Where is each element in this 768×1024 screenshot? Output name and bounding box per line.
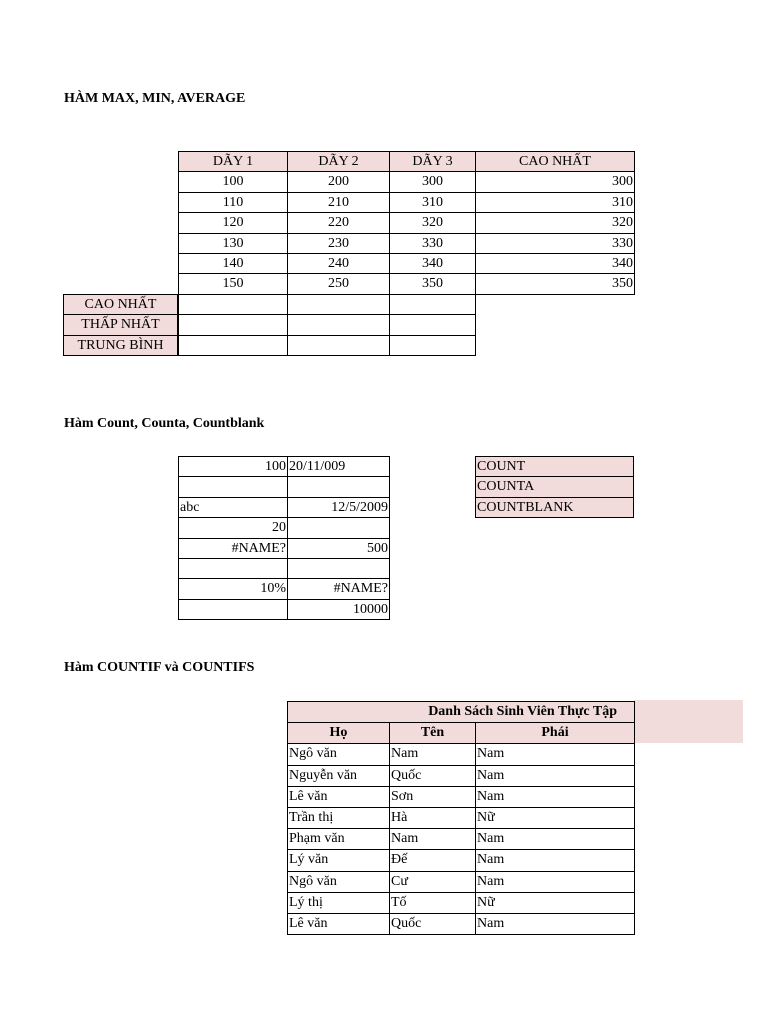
column-header[interactable]: CAO NHẤT <box>475 151 635 172</box>
section-max-min-average-title: HÀM MAX, MIN, AVERAGE <box>64 91 246 106</box>
table-cell[interactable]: abc <box>178 497 288 518</box>
table-cell[interactable]: Cư <box>389 871 476 893</box>
column-header[interactable]: Phái <box>475 722 635 744</box>
table-cell[interactable]: Lê văn <box>287 913 390 935</box>
table-cell[interactable]: 20/11/009 <box>287 456 390 477</box>
section-count-title: Hàm Count, Counta, Countblank <box>64 416 265 431</box>
table-cell[interactable]: 10% <box>178 578 288 599</box>
table-cell[interactable] <box>287 558 390 579</box>
table-title[interactable]: Danh Sách Sinh Viên Thực Tập <box>287 701 635 723</box>
table-cell[interactable]: #NAME? <box>178 538 288 559</box>
section-countif-title: Hàm COUNTIF và COUNTIFS <box>64 660 255 675</box>
table-cell[interactable]: 320 <box>389 212 476 233</box>
table-cell[interactable]: Quốc <box>389 913 476 935</box>
table-cell[interactable]: Nam <box>475 913 635 935</box>
empty-cell[interactable] <box>287 294 390 315</box>
table-cell[interactable]: Nam <box>475 743 635 765</box>
header-fill-band <box>634 700 743 743</box>
column-header[interactable]: Họ <box>287 722 390 744</box>
table-cell[interactable]: 120 <box>178 212 288 233</box>
table-cell[interactable]: Nữ <box>475 892 635 914</box>
table-cell[interactable]: 140 <box>178 253 288 274</box>
table-cell[interactable]: #NAME? <box>287 578 390 599</box>
table-cell[interactable]: 200 <box>287 171 390 192</box>
table-cell[interactable]: Lý văn <box>287 849 390 871</box>
table-cell[interactable]: 500 <box>287 538 390 559</box>
table-cell[interactable]: 12/5/2009 <box>287 497 390 518</box>
table-cell[interactable]: Nam <box>475 765 635 787</box>
table-cell[interactable]: Nam <box>389 743 476 765</box>
table-cell[interactable]: Nam <box>475 849 635 871</box>
table-cell[interactable] <box>178 599 288 620</box>
row-label[interactable]: THẤP NHẤT <box>63 314 178 335</box>
table-cell[interactable]: 350 <box>475 273 635 294</box>
empty-cell[interactable] <box>389 294 476 315</box>
table-cell[interactable]: Nữ <box>475 807 635 829</box>
table-cell[interactable]: Nam <box>475 871 635 893</box>
table-cell[interactable]: Ngô văn <box>287 871 390 893</box>
empty-cell[interactable] <box>178 335 288 356</box>
table-cell[interactable]: Đế <box>389 849 476 871</box>
table-cell[interactable]: 130 <box>178 233 288 254</box>
table-cell[interactable]: Ngô văn <box>287 743 390 765</box>
table-cell[interactable]: Nam <box>475 828 635 850</box>
table-cell[interactable]: 330 <box>475 233 635 254</box>
table-cell[interactable]: 340 <box>475 253 635 274</box>
table-cell[interactable]: 100 <box>178 171 288 192</box>
table-cell[interactable]: 300 <box>475 171 635 192</box>
empty-cell[interactable] <box>287 314 390 335</box>
table-cell[interactable]: 320 <box>475 212 635 233</box>
table-cell[interactable]: 100 <box>178 456 288 477</box>
table-cell[interactable] <box>178 476 288 497</box>
table-cell[interactable]: Lê văn <box>287 786 390 808</box>
table-cell[interactable]: 10000 <box>287 599 390 620</box>
table-cell[interactable]: Quốc <box>389 765 476 787</box>
table-cell[interactable]: 220 <box>287 212 390 233</box>
empty-cell[interactable] <box>389 314 476 335</box>
table-cell[interactable]: Lý thị <box>287 892 390 914</box>
count-function-label[interactable]: COUNTBLANK <box>475 497 634 518</box>
table-cell[interactable]: Nam <box>475 786 635 808</box>
table-cell[interactable]: 110 <box>178 192 288 213</box>
table-cell[interactable]: 310 <box>389 192 476 213</box>
table-cell[interactable]: Nguyễn văn <box>287 765 390 787</box>
table-cell[interactable]: 340 <box>389 253 476 274</box>
table-cell[interactable]: 250 <box>287 273 390 294</box>
table-cell[interactable]: Phạm văn <box>287 828 390 850</box>
table-cell[interactable]: Nam <box>389 828 476 850</box>
column-header[interactable]: DÃY 3 <box>389 151 476 172</box>
table-cell[interactable]: 300 <box>389 171 476 192</box>
table-cell[interactable]: 20 <box>178 517 288 538</box>
table-cell[interactable]: 330 <box>389 233 476 254</box>
table-cell[interactable]: Tố <box>389 892 476 914</box>
table-cell[interactable]: 230 <box>287 233 390 254</box>
table-cell[interactable]: 240 <box>287 253 390 274</box>
count-function-label[interactable]: COUNTA <box>475 476 634 497</box>
column-header[interactable]: DÃY 1 <box>178 151 288 172</box>
table-cell[interactable] <box>287 476 390 497</box>
empty-cell[interactable] <box>287 335 390 356</box>
table-cell[interactable] <box>287 517 390 538</box>
count-function-label[interactable]: COUNT <box>475 456 634 477</box>
table-cell[interactable]: Sơn <box>389 786 476 808</box>
column-header[interactable]: Tên <box>389 722 476 744</box>
empty-cell[interactable] <box>178 294 288 315</box>
table-cell[interactable] <box>178 558 288 579</box>
table-cell[interactable]: 210 <box>287 192 390 213</box>
column-header[interactable]: DÃY 2 <box>287 151 390 172</box>
row-label[interactable]: TRUNG BÌNH <box>63 335 178 356</box>
empty-cell[interactable] <box>389 335 476 356</box>
table-cell[interactable]: 310 <box>475 192 635 213</box>
table-cell[interactable]: Trần thị <box>287 807 390 829</box>
table-cell[interactable]: Hà <box>389 807 476 829</box>
table-cell[interactable]: 350 <box>389 273 476 294</box>
row-label[interactable]: CAO NHẤT <box>63 294 178 315</box>
table-cell[interactable]: 150 <box>178 273 288 294</box>
empty-cell[interactable] <box>178 314 288 335</box>
